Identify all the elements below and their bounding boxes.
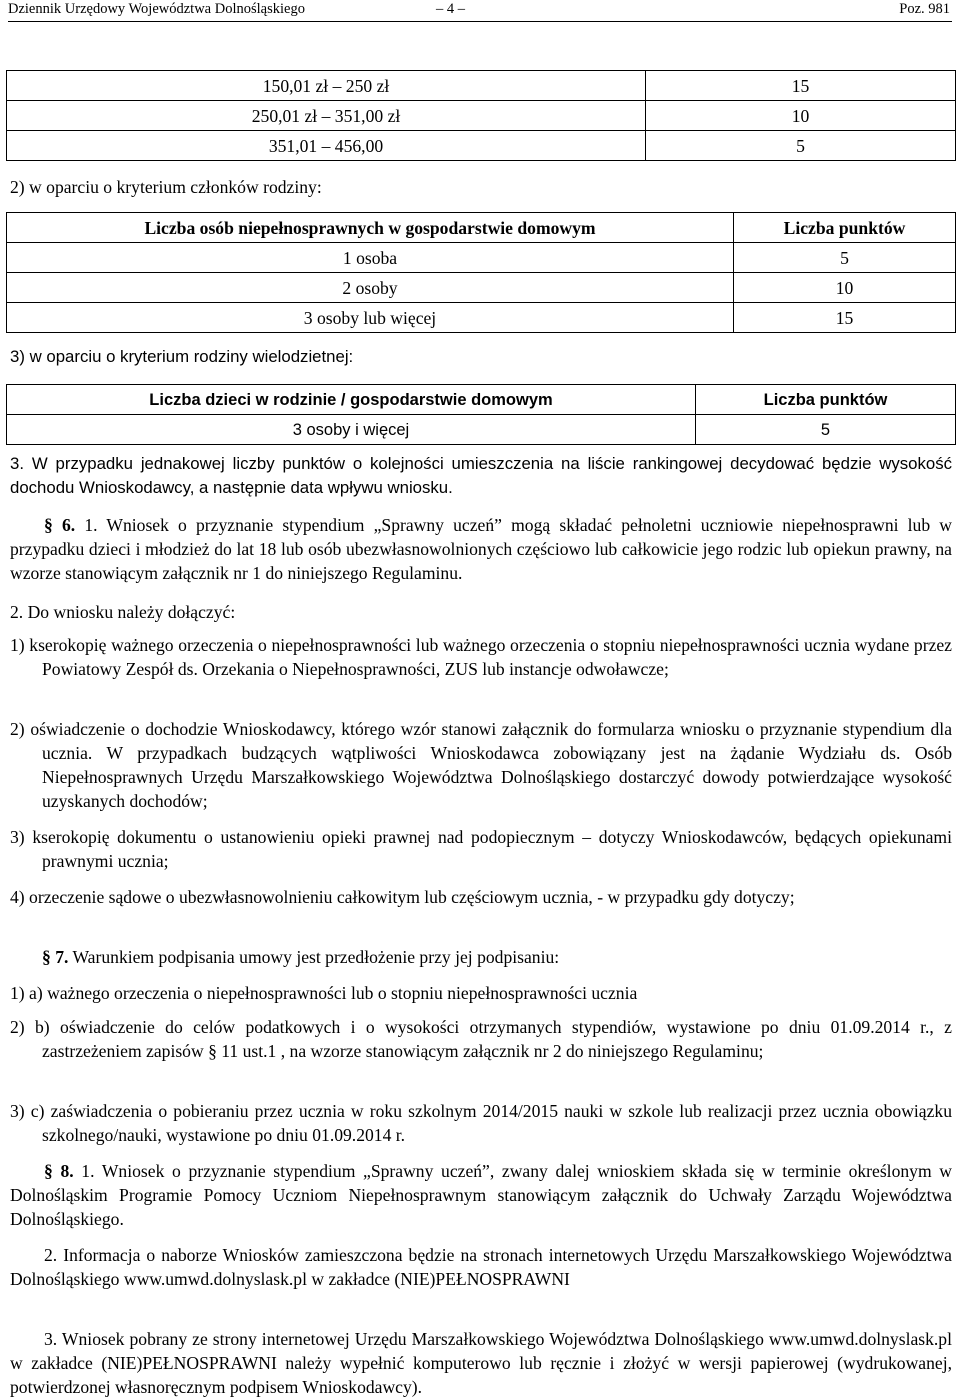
row-label: 1 osoba: [7, 243, 734, 273]
list-item: 3) c) zaświadczenia o pobieraniu przez ucznia w roku szkolnym 2014/2015 nauki w szkole lub realizacji przez ucznia obowiązku szkolnego/nauki, wystawione po dniu 01.09.2014 r.: [10, 1101, 952, 1145]
list-item: 4) orzeczenie sądowe o ubezwłasnowolnieniu całkowitym lub częściowym ucznia, - w przypadku gdy dotyczy;: [10, 887, 795, 907]
section-6-text: 1. Wniosek o przyznanie stypendium „Sprawny uczeń” mogą składać pełnoletni uczniowie niepełnosprawni lub w przypadku dzieci i młodzież do lat 18 lub osób ubezwłasnowolnionych częściowo lub całkowicie jego rodzic lub opiekun prawny, na wzorze stanowiącym załącznik nr 1 do niniejszego Regulaminu.: [10, 515, 953, 583]
section-7-intro: Warunkiem podpisania umowy jest przedłożenie przy jej podpisaniu:: [72, 947, 560, 967]
row-points: 5: [696, 415, 956, 445]
table-header-row: [7, 385, 956, 415]
section-8-marker: § 8.: [44, 1161, 74, 1181]
table-row: [7, 303, 956, 333]
page-number: – 4 –: [436, 1, 465, 17]
income-table: [6, 70, 956, 161]
paragraph-3: 3. W przypadku jednakowej liczby punktów o kolejności umieszczenia na liście rankingowej decydować będzie wysokość dochodu Wnioskodawcy, a następnie data wpływu wniosku.: [10, 454, 952, 497]
header-divider: [8, 21, 952, 22]
income-points-cell: 15: [646, 71, 956, 101]
row-points: 10: [734, 273, 956, 303]
list-item: 2) oświadczenie o dochodzie Wnioskodawcy, którego wzór stanowi załącznik do formularza wniosku o przyznanie stypendium dla ucznia. W przypadkach budzących wątpliwości Wnioskodawca zobowiązany jest na żądanie Wydziału ds. Osób Niepełnosprawnych Urzędu Marszałkowskiego Województwa Dolnośląskiego dostarczyć dowody potwierdzające wysokość uzyskanych dochodów;: [10, 719, 952, 811]
row-label: 3 osoby i więcej: [7, 415, 696, 445]
table-row: [7, 415, 956, 445]
income-range-cell: 250,01 zł – 351,00 zł: [7, 101, 646, 131]
row-label: 2 osoby: [7, 273, 734, 303]
income-range-cell: 351,01 – 456,00: [7, 131, 646, 161]
table-row: [7, 71, 956, 101]
disabled-persons-table: [6, 212, 956, 333]
section-7-paragraph: [42, 945, 559, 969]
criterion-3-heading: 3) w oparciu o kryterium rodziny wielodzietnej:: [10, 347, 354, 366]
table-header-row: [7, 213, 956, 243]
journal-title: Dziennik Urzędowy Województwa Dolnośląskiego: [8, 1, 305, 17]
section-8-text: 1. Wniosek o przyznanie stypendium „Sprawny uczeń”, zwany dalej wnioskiem składa się w terminie określonym w Dolnośląskim Programie Pomocy Uczniom Niepełnosprawnym stanowiącym załącznik do Uchwały Zarządu Województwa Dolnośląskiego.: [10, 1161, 952, 1229]
column-header: Liczba osób niepełnosprawnych w gospodarstwie domowym: [7, 213, 734, 243]
list-item: 1) a) ważnego orzeczenia o niepełnosprawności lub o stopniu niepełnosprawności ucznia: [10, 983, 638, 1003]
income-range-cell: 150,01 zł – 250 zł: [7, 71, 646, 101]
row-points: 5: [734, 243, 956, 273]
column-header: Liczba punktów: [696, 385, 956, 415]
section-7-marker: § 7.: [42, 947, 69, 967]
table-row: [7, 131, 956, 161]
table-row: [7, 243, 956, 273]
row-label: 3 osoby lub więcej: [7, 303, 734, 333]
section-6-paragraph-2: 2. Do wniosku należy dołączyć:: [10, 602, 236, 622]
income-points-cell: 5: [646, 131, 956, 161]
section-8-paragraph-2: 2. Informacja o naborze Wniosków zamieszczona będzie na stronach internetowych Urzędu Marszałkowskiego Województwa Dolnośląskiego www.umwd.dolnyslask.pl w zakładce (NIE)PEŁNOSPRAWNI: [10, 1245, 952, 1289]
section-6-marker: § 6.: [44, 515, 76, 535]
section-6-paragraph-1: [10, 513, 952, 585]
section-8-paragraph-3: 3. Wniosek pobrany ze strony internetowej Urzędu Marszałkowskiego Województwa Dolnośląskiego www.umwd.dolnyslask.pl w zakładce (NIE)PEŁNOSPRAWNI należy wypełnić komputerowo lub ręcznie i złożyć w wersji papierowej (wydrukowanej, potwierdzonej własnoręcznym podpisem Wnioskodawcy).: [10, 1329, 952, 1397]
list-item: 3) kserokopię dokumentu o ustanowieniu opieki prawnej nad podopiecznym – dotyczy Wnioskodawców, będących opiekunami prawnymi ucznia;: [10, 827, 952, 871]
list-item: 1) kserokopię ważnego orzeczenia o niepełnosprawności lub ważnego orzeczenia o stopniu niepełnosprawności ucznia wydane przez Powiatowy Zespół ds. Orzekania o Niepełnosprawności, ZUS lub instancje odwoławcze;: [10, 635, 952, 679]
column-header: Liczba punktów: [734, 213, 956, 243]
criterion-2-heading: 2) w oparciu o kryterium członków rodziny:: [10, 177, 322, 197]
page-header: [8, 0, 952, 20]
children-table: [6, 384, 956, 445]
table-row: [7, 273, 956, 303]
income-points-cell: 10: [646, 101, 956, 131]
row-points: 15: [734, 303, 956, 333]
position-number: Poz. 981: [899, 1, 950, 17]
table-row: [7, 101, 956, 131]
list-item: 2) b) oświadczenie do celów podatkowych i o wysokości otrzymanych stypendiów, wystawione po dniu 01.09.2014 r., z zastrzeżeniem zapisów § 11 ust.1 , na wzorze stanowiącym załącznik nr 2 do niniejszego Regulaminu;: [10, 1017, 952, 1061]
column-header: Liczba dzieci w rodzinie / gospodarstwie domowym: [7, 385, 696, 415]
section-8-paragraph-1: [10, 1159, 952, 1231]
